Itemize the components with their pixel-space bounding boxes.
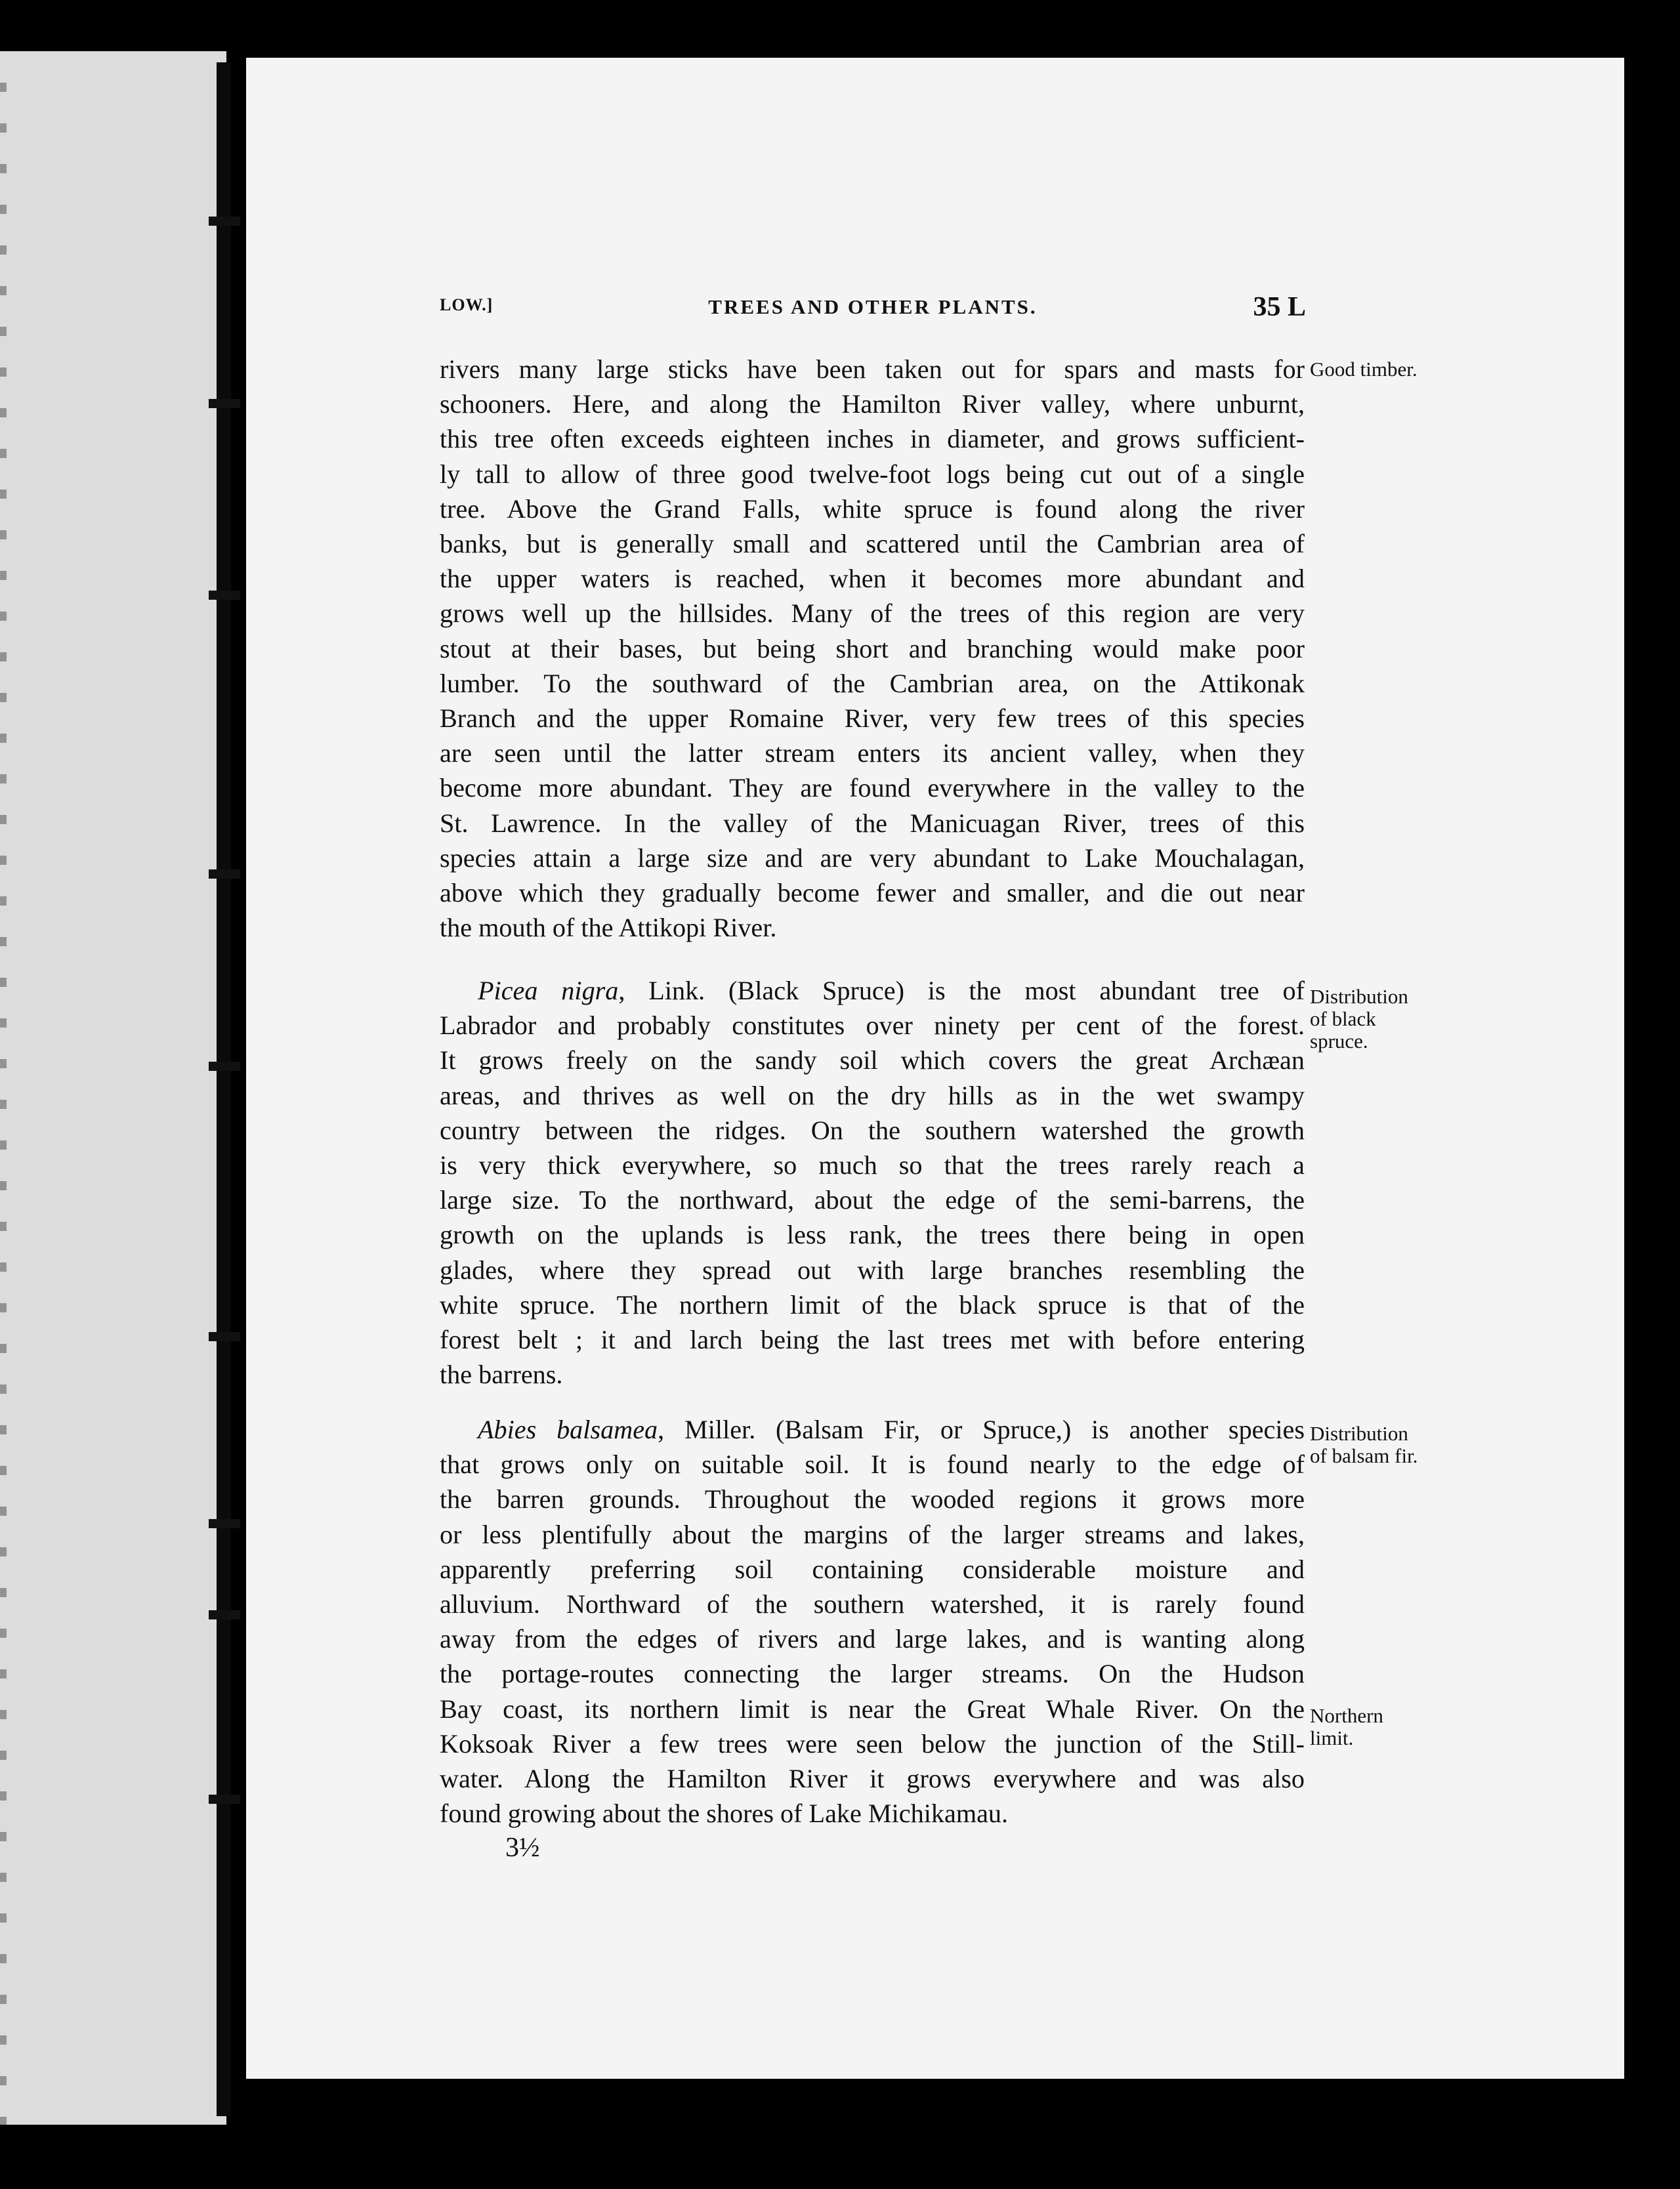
- text-line: above which they gradually become fewer and smaller, and die out near: [440, 878, 1305, 908]
- text-line: ly tall to allow of three good twelve-foot logs being cut out of a single: [440, 459, 1305, 489]
- header-title: TREES AND OTHER PLANTS.: [708, 295, 1038, 318]
- running-header: [440, 292, 1306, 328]
- margin-note-distribution-balsam-fir: Distribution of balsam fir.: [1310, 1422, 1418, 1467]
- species-name: Abies balsamea: [478, 1415, 658, 1444]
- text-line: the barrens.: [440, 1360, 563, 1390]
- binding-clip: [209, 1519, 240, 1528]
- binding-clip: [209, 1062, 240, 1071]
- text-line: or less plentifully about the margins of the larger streams and lakes,: [440, 1519, 1305, 1549]
- text-line: this tree often exceeds eighteen inches in diameter, and grows sufficient-: [440, 424, 1305, 454]
- binding-clip: [209, 591, 240, 600]
- text-line: alluvium. Northward of the southern watershed, it is rarely found: [440, 1589, 1305, 1619]
- header-left: LOW.]: [440, 295, 494, 314]
- text-line: grows well up the hillsides. Many of the trees of this region are very: [440, 598, 1305, 629]
- text-line: white spruce. The northern limit of the black spruce is that of the: [440, 1289, 1305, 1320]
- text-line: rivers many large sticks have been taken out for spars and masts for: [440, 354, 1305, 384]
- text-line: Bay coast, its northern limit is near the Great Whale River. On the: [440, 1694, 1305, 1724]
- text-line: become more abundant. They are found everywhere in the valley to the: [440, 773, 1305, 803]
- text-line: Picea nigra, Link. (Black Spruce) is the most abundant tree of: [478, 976, 1305, 1005]
- text-line: areas, and thrives as well on the dry hills as in the wet swampy: [440, 1080, 1305, 1110]
- binding-clip: [209, 869, 240, 879]
- facing-page-text-edge: [0, 51, 7, 2125]
- text-line: found growing about the shores of Lake Michikamau.: [440, 1799, 1009, 1829]
- text-line: species attain a large size and are very abundant to Lake Mouchalagan,: [440, 843, 1305, 873]
- text-line: tree. Above the Grand Falls, white spruce is found along the river: [440, 493, 1305, 524]
- paragraph-balsam-fir: [440, 1412, 1305, 1831]
- text-line: that grows only on suitable soil. It is found nearly to the edge of: [440, 1449, 1305, 1480]
- text-line: away from the edges of rivers and large lakes, and is wanting along: [440, 1624, 1305, 1654]
- binding-clip: [209, 217, 240, 226]
- facing-page: [0, 51, 226, 2125]
- text-line: water. Along the Hamilton River it grows everywhere and was also: [440, 1764, 1305, 1794]
- text-line: It grows freely on the sandy soil which covers the great Archæan: [440, 1045, 1305, 1075]
- binding-clip: [209, 1795, 240, 1804]
- text-line: the mouth of the Attikopi River.: [440, 913, 777, 943]
- text-line: Koksoak River a few trees were seen below the junction of the Still-: [440, 1728, 1305, 1759]
- text-line: are seen until the latter stream enters its ancient valley, when they: [440, 738, 1305, 768]
- text-line: banks, but is generally small and scattered until the Cambrian area of: [440, 529, 1305, 559]
- text-line: Abies balsamea, Miller. (Balsam Fir, or Spruce,) is another species: [478, 1415, 1305, 1444]
- paragraph-black-spruce: [440, 973, 1305, 1392]
- binding-clip: [209, 399, 240, 408]
- text-line: apparently preferring soil containing considerable moisture and: [440, 1554, 1305, 1584]
- text-line: Labrador and probably constitutes over ninety per cent of the forest.: [440, 1011, 1305, 1041]
- binding-clip: [209, 1332, 240, 1341]
- text-line: growth on the uplands is less rank, the trees there being in open: [440, 1220, 1305, 1250]
- binding-clip: [209, 1610, 240, 1619]
- text-line: St. Lawrence. In the valley of the Manicuagan River, trees of this: [440, 808, 1305, 838]
- text-line: the upper waters is reached, when it becomes more abundant and: [440, 564, 1305, 594]
- page-number: 35 L: [1253, 292, 1306, 322]
- text-line: schooners. Here, and along the Hamilton River valley, where unburnt,: [440, 389, 1305, 419]
- text-line: stout at their bases, but being short and branching would make poor: [440, 633, 1305, 663]
- text-line: is very thick everywhere, so much so that the trees rarely reach a: [440, 1150, 1305, 1180]
- book-spine: [217, 62, 231, 2116]
- margin-note-good-timber: Good timber.: [1310, 358, 1418, 381]
- text-line: lumber. To the southward of the Cambrian area, on the Attikonak: [440, 668, 1305, 698]
- printer-signature: 3½: [505, 1833, 540, 1863]
- text-line: country between the ridges. On the southern watershed the growth: [440, 1115, 1305, 1145]
- margin-note-northern-limit: Northern limit.: [1310, 1704, 1383, 1749]
- species-name: Picea nigra: [478, 976, 619, 1005]
- text-line: the barren grounds. Throughout the wooded regions it grows more: [440, 1484, 1305, 1514]
- paragraph-white-spruce: [440, 352, 1305, 945]
- text-line: the portage-routes connecting the larger streams. On the Hudson: [440, 1659, 1305, 1689]
- text-line: Branch and the upper Romaine River, very few trees of this species: [440, 703, 1305, 734]
- margin-note-distribution-black-spruce: Distribution of black spruce.: [1310, 985, 1408, 1053]
- text-line: large size. To the northward, about the edge of the semi-barrens, the: [440, 1185, 1305, 1215]
- text-line: glades, where they spread out with large branches resembling the: [440, 1255, 1305, 1285]
- text-line: forest belt ; it and larch being the last trees met with before entering: [440, 1325, 1305, 1355]
